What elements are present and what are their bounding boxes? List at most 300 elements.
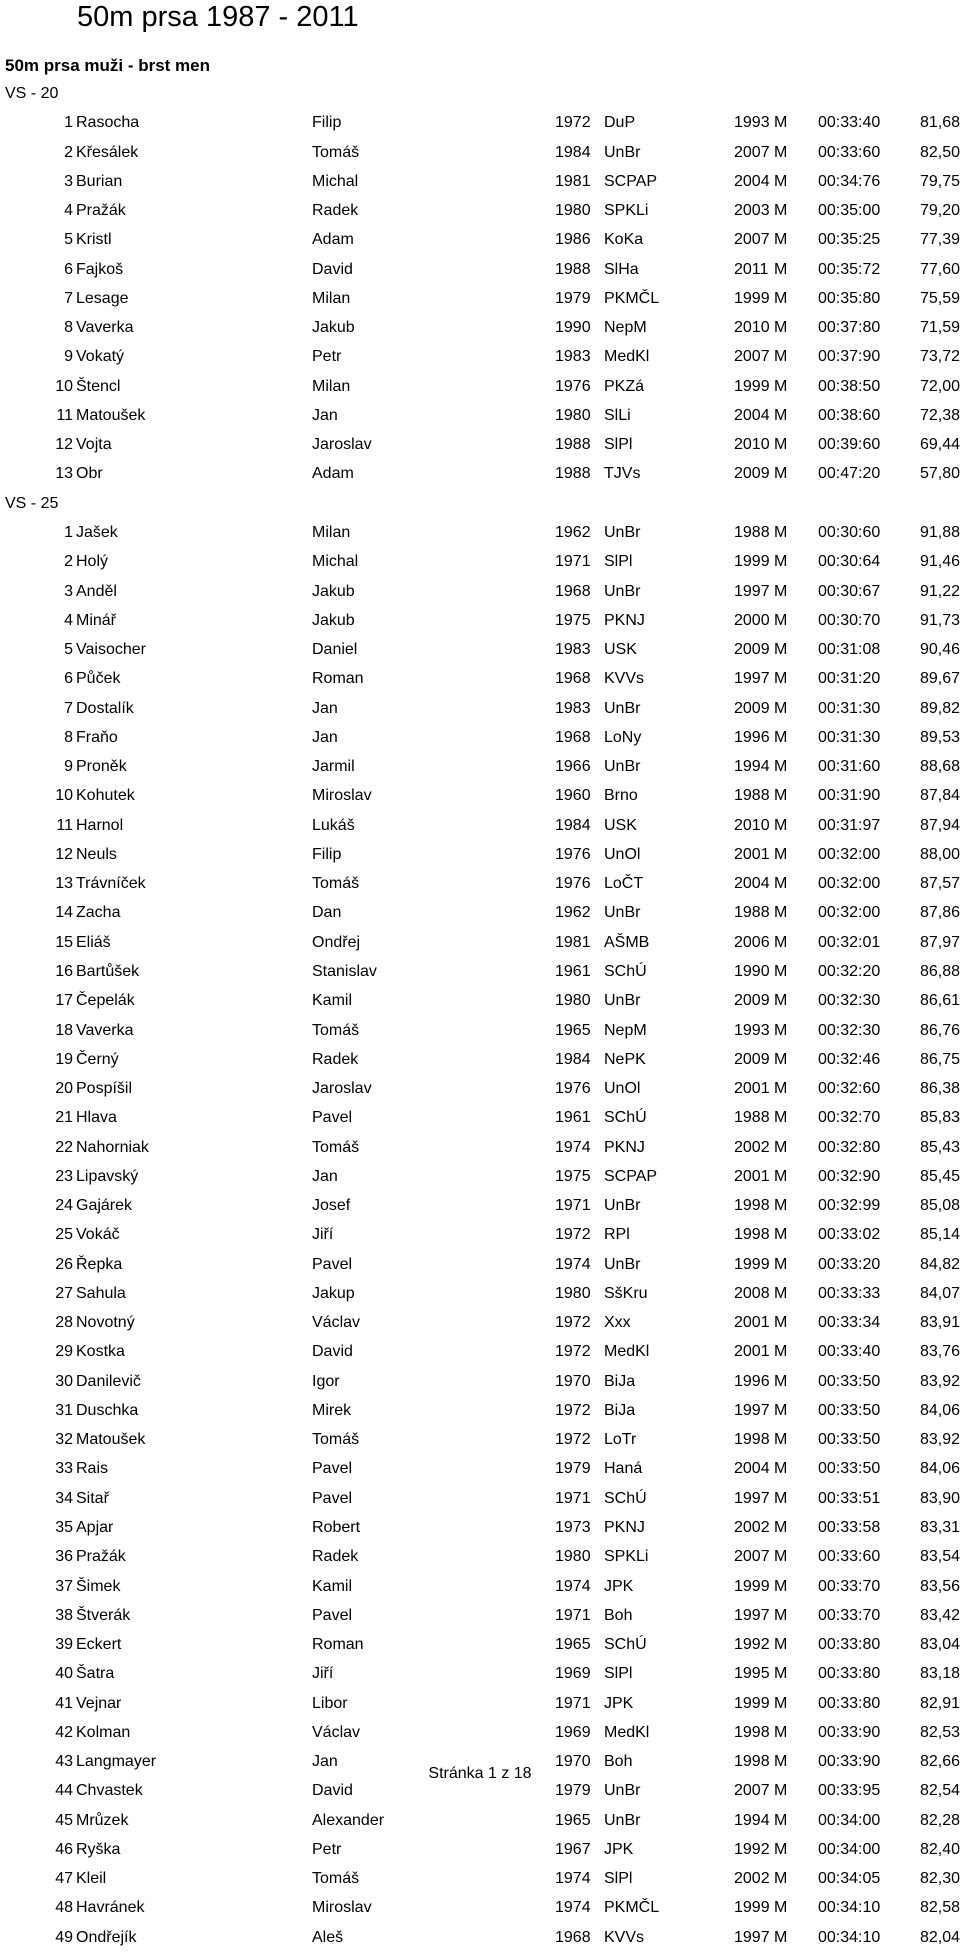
cell-result-year: 2002 <box>734 1870 770 1888</box>
cell-sex: M <box>774 992 788 1010</box>
cell-result-year: 2009 <box>734 699 770 717</box>
table-row <box>0 284 960 313</box>
cell-sex: M <box>774 1723 788 1741</box>
cell-points: 84,06 <box>919 1401 960 1419</box>
cell-result-year: 1997 <box>734 1489 770 1507</box>
cell-surname: Duschka <box>76 1401 139 1419</box>
table-row <box>0 372 960 401</box>
cell-surname: Jašek <box>76 523 118 541</box>
cell-sex: M <box>774 962 788 980</box>
cell-surname: Rasocha <box>76 114 140 132</box>
cell-time: 00:32:00 <box>818 845 881 863</box>
cell-time: 00:33:58 <box>818 1519 881 1537</box>
cell-rank: 13 <box>55 875 73 893</box>
cell-first-name: David <box>312 260 353 278</box>
cell-club: Boh <box>604 1753 633 1771</box>
cell-points: 85,08 <box>919 1197 960 1215</box>
cell-points: 82,66 <box>919 1753 960 1771</box>
cell-birth-year: 1976 <box>555 377 591 395</box>
cell-first-name: Milan <box>312 377 351 395</box>
cell-result-year: 2006 <box>734 933 770 951</box>
cell-rank: 8 <box>64 319 73 337</box>
cell-points: 83,76 <box>919 1343 960 1361</box>
cell-time: 00:31:97 <box>818 816 881 834</box>
cell-points: 83,92 <box>919 1431 960 1449</box>
table-row <box>0 1279 960 1308</box>
cell-surname: Vaverka <box>76 319 134 337</box>
cell-first-name: Petr <box>312 348 342 366</box>
cell-surname: Bartůšek <box>76 962 140 980</box>
table-row <box>0 635 960 664</box>
cell-birth-year: 1961 <box>555 962 591 980</box>
cell-points: 91,88 <box>919 523 960 541</box>
cell-points: 82,54 <box>919 1782 960 1800</box>
cell-club: DuP <box>604 114 636 132</box>
cell-result-year: 2001 <box>734 1343 770 1361</box>
cell-club: SlPl <box>604 553 633 571</box>
cell-sex: M <box>774 553 788 571</box>
cell-sex: M <box>774 436 788 454</box>
cell-birth-year: 1980 <box>555 202 591 220</box>
cell-result-year: 1988 <box>734 787 770 805</box>
cell-surname: Šatra <box>76 1665 115 1683</box>
cell-points: 86,75 <box>919 1050 960 1068</box>
cell-points: 72,38 <box>919 406 960 424</box>
cell-club: TJVs <box>604 465 641 483</box>
cell-result-year: 2004 <box>734 875 770 893</box>
cell-birth-year: 1962 <box>555 904 591 922</box>
cell-surname: Pospíšil <box>76 1080 133 1098</box>
cell-surname: Vojta <box>76 436 112 454</box>
page-title: 50m prsa 1987 - 2011 <box>77 1 359 33</box>
cell-points: 91,22 <box>919 582 960 600</box>
cell-time: 00:33:50 <box>818 1431 881 1449</box>
cell-surname: Matoušek <box>76 406 146 424</box>
table-row <box>0 957 960 986</box>
cell-birth-year: 1980 <box>555 1548 591 1566</box>
table-row <box>0 1367 960 1396</box>
age-group-label: VS - 25 <box>5 494 59 512</box>
cell-birth-year: 1980 <box>555 1284 591 1302</box>
cell-rank: 38 <box>55 1606 73 1624</box>
cell-time: 00:32:01 <box>818 933 881 951</box>
cell-sex: M <box>774 348 788 366</box>
table-row <box>0 869 960 898</box>
table-row <box>0 606 960 635</box>
section-title: 50m prsa muži - brst men <box>5 56 211 75</box>
cell-rank: 9 <box>64 758 73 776</box>
cell-club: USK <box>604 816 637 834</box>
cell-rank: 33 <box>55 1460 73 1478</box>
cell-club: SšKru <box>604 1284 648 1302</box>
cell-first-name: Jaroslav <box>312 436 372 454</box>
cell-club: Xxx <box>604 1314 631 1332</box>
cell-club: Boh <box>604 1606 633 1624</box>
cell-rank: 12 <box>55 436 73 454</box>
cell-points: 89,53 <box>919 728 960 746</box>
cell-birth-year: 1972 <box>555 1314 591 1332</box>
cell-time: 00:33:40 <box>818 114 881 132</box>
cell-points: 77,39 <box>919 231 960 249</box>
cell-result-year: 1994 <box>734 758 770 776</box>
cell-result-year: 2001 <box>734 845 770 863</box>
cell-result-year: 1999 <box>734 1577 770 1595</box>
cell-result-year: 1997 <box>734 1401 770 1419</box>
cell-result-year: 2007 <box>734 231 770 249</box>
cell-birth-year: 1974 <box>555 1899 591 1917</box>
cell-first-name: Tomáš <box>312 1021 360 1039</box>
cell-birth-year: 1972 <box>555 1431 591 1449</box>
cell-sex: M <box>774 1197 788 1215</box>
cell-birth-year: 1988 <box>555 436 591 454</box>
cell-rank: 20 <box>55 1080 73 1098</box>
cell-birth-year: 1972 <box>555 1226 591 1244</box>
cell-surname: Štencl <box>76 377 121 395</box>
cell-club: PKNJ <box>604 1519 645 1537</box>
cell-rank: 4 <box>64 202 73 220</box>
cell-time: 00:30:67 <box>818 582 881 600</box>
cell-time: 00:32:46 <box>818 1050 881 1068</box>
cell-club: MedKl <box>604 1343 650 1361</box>
cell-rank: 37 <box>55 1577 73 1595</box>
cell-first-name: Jiří <box>312 1226 334 1244</box>
cell-time: 00:35:80 <box>818 289 881 307</box>
cell-points: 83,42 <box>919 1606 960 1624</box>
cell-time: 00:34:10 <box>818 1928 881 1946</box>
cell-sex: M <box>774 465 788 483</box>
cell-surname: Ryška <box>76 1840 121 1858</box>
table-row <box>0 1601 960 1630</box>
cell-birth-year: 1968 <box>555 728 591 746</box>
cell-first-name: Filip <box>312 845 342 863</box>
cell-time: 00:31:90 <box>818 787 881 805</box>
cell-club: PKZá <box>604 377 645 395</box>
cell-rank: 15 <box>55 933 73 951</box>
cell-surname: Štverák <box>76 1606 131 1624</box>
cell-result-year: 1998 <box>734 1753 770 1771</box>
cell-time: 00:33:02 <box>818 1226 881 1244</box>
cell-birth-year: 1980 <box>555 406 591 424</box>
cell-time: 00:32:30 <box>818 1021 881 1039</box>
table-row <box>0 1630 960 1659</box>
cell-birth-year: 1976 <box>555 875 591 893</box>
cell-birth-year: 1974 <box>555 1138 591 1156</box>
cell-first-name: Jaroslav <box>312 1080 372 1098</box>
cell-result-year: 1997 <box>734 582 770 600</box>
cell-rank: 10 <box>55 377 73 395</box>
cell-result-year: 1998 <box>734 1431 770 1449</box>
cell-sex: M <box>774 816 788 834</box>
cell-birth-year: 1976 <box>555 1080 591 1098</box>
cell-sex: M <box>774 641 788 659</box>
cell-first-name: Mirek <box>312 1401 352 1419</box>
cell-sex: M <box>774 875 788 893</box>
cell-first-name: Jan <box>312 406 338 424</box>
cell-result-year: 2003 <box>734 202 770 220</box>
cell-club: SChÚ <box>604 1109 647 1127</box>
cell-result-year: 2000 <box>734 611 770 629</box>
table-row <box>0 1220 960 1249</box>
cell-club: BiJa <box>604 1401 636 1419</box>
cell-time: 00:33:50 <box>818 1372 881 1390</box>
cell-first-name: Pavel <box>312 1255 353 1273</box>
cell-birth-year: 1983 <box>555 348 591 366</box>
cell-first-name: Pavel <box>312 1606 353 1624</box>
cell-sex: M <box>774 582 788 600</box>
cell-first-name: Jan <box>312 1753 338 1771</box>
cell-points: 83,31 <box>919 1519 960 1537</box>
results-table <box>0 79 960 1952</box>
cell-sex: M <box>774 289 788 307</box>
cell-first-name: Alexander <box>312 1811 385 1829</box>
cell-surname: Půček <box>76 670 121 688</box>
cell-surname: Vokatý <box>76 348 125 366</box>
cell-rank: 41 <box>55 1694 73 1712</box>
cell-result-year: 1993 <box>734 114 770 132</box>
cell-surname: Čepelák <box>76 992 135 1010</box>
table-row <box>0 255 960 284</box>
cell-time: 00:33:60 <box>818 1548 881 1566</box>
cell-time: 00:34:76 <box>818 172 881 190</box>
cell-points: 91,73 <box>919 611 960 629</box>
cell-club: Haná <box>604 1460 643 1478</box>
cell-time: 00:30:60 <box>818 523 881 541</box>
cell-rank: 21 <box>55 1109 73 1127</box>
cell-club: NePK <box>604 1050 646 1068</box>
table-row <box>0 1337 960 1366</box>
cell-club: PKNJ <box>604 611 645 629</box>
cell-time: 00:38:60 <box>818 406 881 424</box>
table-row <box>0 811 960 840</box>
cell-surname: Nahorniak <box>76 1138 149 1156</box>
cell-club: SPKLi <box>604 1548 649 1566</box>
cell-first-name: Igor <box>312 1372 340 1390</box>
cell-time: 00:35:72 <box>818 260 881 278</box>
cell-time: 00:33:70 <box>818 1606 881 1624</box>
cell-time: 00:33:33 <box>818 1284 881 1302</box>
cell-club: NepM <box>604 1021 647 1039</box>
cell-first-name: Radek <box>312 1548 359 1566</box>
cell-surname: Řepka <box>76 1255 123 1273</box>
cell-points: 79,75 <box>919 172 960 190</box>
cell-surname: Rais <box>76 1460 109 1478</box>
cell-time: 00:35:00 <box>818 202 881 220</box>
cell-sex: M <box>774 1109 788 1127</box>
cell-points: 87,86 <box>919 904 960 922</box>
cell-first-name: Jakub <box>312 611 355 629</box>
cell-club: UnBr <box>604 1782 641 1800</box>
cell-surname: Anděl <box>76 582 117 600</box>
cell-first-name: Ondřej <box>312 933 361 951</box>
cell-sex: M <box>774 699 788 717</box>
cell-first-name: Radek <box>312 1050 359 1068</box>
cell-surname: Trávníček <box>76 875 146 893</box>
table-row <box>0 401 960 430</box>
cell-club: SlLi <box>604 406 631 424</box>
cell-sex: M <box>774 728 788 746</box>
table-row <box>0 1074 960 1103</box>
cell-sex: M <box>774 1284 788 1302</box>
cell-birth-year: 1979 <box>555 1782 591 1800</box>
cell-time: 00:32:00 <box>818 875 881 893</box>
cell-result-year: 2001 <box>734 1080 770 1098</box>
table-row <box>0 1659 960 1688</box>
cell-surname: Pražák <box>76 202 126 220</box>
table-row <box>0 1191 960 1220</box>
cell-points: 82,40 <box>919 1840 960 1858</box>
cell-time: 00:32:20 <box>818 962 881 980</box>
cell-sex: M <box>774 758 788 776</box>
cell-rank: 22 <box>55 1138 73 1156</box>
cell-points: 82,53 <box>919 1723 960 1741</box>
cell-club: UnOl <box>604 845 641 863</box>
cell-points: 86,88 <box>919 962 960 980</box>
cell-birth-year: 1984 <box>555 1050 591 1068</box>
cell-rank: 11 <box>56 406 73 424</box>
cell-surname: Pražák <box>76 1548 126 1566</box>
cell-surname: Kohutek <box>76 787 135 805</box>
cell-result-year: 1997 <box>734 1928 770 1946</box>
cell-sex: M <box>774 114 788 132</box>
cell-rank: 45 <box>55 1811 73 1829</box>
table-row <box>0 1806 960 1835</box>
cell-points: 72,00 <box>919 377 960 395</box>
cell-club: UnBr <box>604 1197 641 1215</box>
cell-birth-year: 1983 <box>555 699 591 717</box>
table-row <box>0 1103 960 1132</box>
cell-sex: M <box>774 1314 788 1332</box>
cell-sex: M <box>774 1753 788 1771</box>
cell-first-name: Jan <box>312 699 338 717</box>
table-row <box>0 986 960 1015</box>
cell-surname: Vokáč <box>76 1226 120 1244</box>
cell-points: 84,07 <box>919 1284 960 1302</box>
cell-surname: Proněk <box>76 758 127 776</box>
cell-result-year: 2002 <box>734 1519 770 1537</box>
cell-rank: 24 <box>55 1197 73 1215</box>
cell-result-year: 1995 <box>734 1665 770 1683</box>
cell-first-name: Aleš <box>312 1928 344 1946</box>
cell-surname: Sahula <box>76 1284 126 1302</box>
cell-club: KoKa <box>604 231 644 249</box>
cell-result-year: 1999 <box>734 1899 770 1917</box>
cell-rank: 47 <box>55 1870 73 1888</box>
cell-birth-year: 1981 <box>555 933 591 951</box>
cell-points: 85,83 <box>919 1109 960 1127</box>
cell-points: 71,59 <box>919 319 960 337</box>
cell-first-name: Josef <box>312 1197 351 1215</box>
cell-first-name: Pavel <box>312 1489 353 1507</box>
cell-surname: Zacha <box>76 904 121 922</box>
cell-rank: 3 <box>64 582 73 600</box>
cell-result-year: 2009 <box>734 641 770 659</box>
table-row <box>0 1513 960 1542</box>
cell-result-year: 1992 <box>734 1636 770 1654</box>
cell-points: 90,46 <box>919 641 960 659</box>
cell-birth-year: 1971 <box>555 1197 591 1215</box>
cell-birth-year: 1967 <box>555 1840 591 1858</box>
cell-sex: M <box>774 1401 788 1419</box>
cell-sex: M <box>774 1343 788 1361</box>
cell-club: SChÚ <box>604 1636 647 1654</box>
cell-time: 00:38:50 <box>818 377 881 395</box>
cell-first-name: Roman <box>312 670 364 688</box>
cell-birth-year: 1973 <box>555 1519 591 1537</box>
cell-points: 86,61 <box>919 992 960 1010</box>
table-row <box>0 1572 960 1601</box>
table-row <box>0 1835 960 1864</box>
cell-surname: Kristl <box>76 231 112 249</box>
cell-first-name: Pavel <box>312 1460 353 1478</box>
table-row <box>0 167 960 196</box>
table-row <box>0 898 960 927</box>
cell-sex: M <box>774 143 788 161</box>
cell-points: 91,46 <box>919 553 960 571</box>
cell-result-year: 2001 <box>734 1167 770 1185</box>
cell-points: 85,45 <box>919 1167 960 1185</box>
cell-rank: 43 <box>55 1753 73 1771</box>
cell-points: 83,54 <box>919 1548 960 1566</box>
cell-birth-year: 1965 <box>555 1811 591 1829</box>
cell-sex: M <box>774 523 788 541</box>
cell-sex: M <box>774 377 788 395</box>
cell-sex: M <box>774 202 788 220</box>
cell-points: 77,60 <box>919 260 960 278</box>
cell-first-name: Milan <box>312 289 351 307</box>
cell-sex: M <box>774 1840 788 1858</box>
cell-time: 00:33:90 <box>818 1723 881 1741</box>
cell-club: UnBr <box>604 143 641 161</box>
cell-first-name: Tomáš <box>312 1138 360 1156</box>
cell-first-name: Jan <box>312 1167 338 1185</box>
cell-club: LoČT <box>604 875 644 893</box>
cell-rank: 12 <box>55 845 73 863</box>
cell-sex: M <box>774 1782 788 1800</box>
cell-sex: M <box>774 1519 788 1537</box>
cell-result-year: 1998 <box>734 1226 770 1244</box>
cell-first-name: Jiří <box>312 1665 334 1683</box>
cell-rank: 17 <box>55 992 73 1010</box>
cell-time: 00:37:90 <box>818 348 881 366</box>
cell-surname: Havránek <box>76 1899 145 1917</box>
cell-points: 88,00 <box>919 845 960 863</box>
cell-points: 82,28 <box>919 1811 960 1829</box>
cell-club: SCPAP <box>604 172 658 190</box>
table-row <box>0 547 960 576</box>
cell-points: 69,44 <box>919 436 960 454</box>
cell-birth-year: 1980 <box>555 992 591 1010</box>
cell-first-name: Filip <box>312 114 342 132</box>
cell-rank: 2 <box>64 143 73 161</box>
cell-rank: 35 <box>55 1519 73 1537</box>
cell-time: 00:33:51 <box>818 1489 881 1507</box>
cell-rank: 6 <box>64 670 73 688</box>
cell-sex: M <box>774 1489 788 1507</box>
cell-sex: M <box>774 1226 788 1244</box>
cell-rank: 16 <box>55 962 73 980</box>
cell-club: BiJa <box>604 1372 636 1390</box>
table-row <box>0 459 960 488</box>
cell-rank: 9 <box>64 348 73 366</box>
cell-first-name: David <box>312 1343 353 1361</box>
cell-result-year: 2004 <box>734 1460 770 1478</box>
table-row <box>0 138 960 167</box>
cell-points: 75,59 <box>919 289 960 307</box>
cell-time: 00:30:64 <box>818 553 881 571</box>
cell-time: 00:35:25 <box>818 231 881 249</box>
cell-rank: 4 <box>64 611 73 629</box>
cell-sex: M <box>774 1870 788 1888</box>
